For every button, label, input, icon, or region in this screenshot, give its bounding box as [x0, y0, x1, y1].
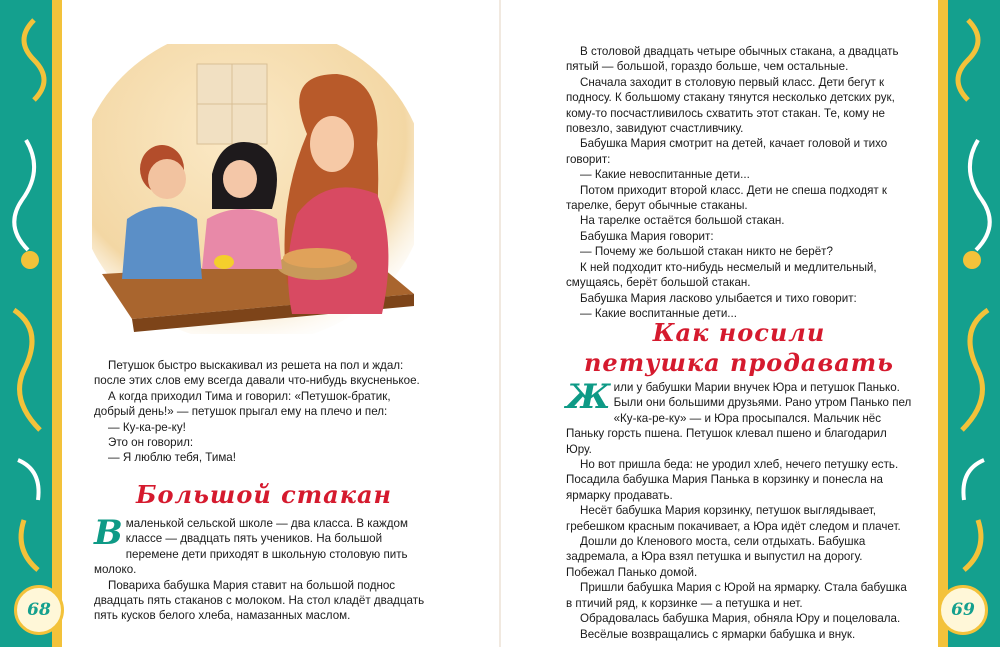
left-page-border — [0, 0, 62, 647]
paragraph: Жили у бабушки Марии внучек Юра и петушок Панько. Были они большими друзьями. Рано утром Панько пел «Ку-ка-ре-ку» — и Юра просыпался. Мальчик нёс Паньку горсть пшена. Петушок клевал пшено и благодарил Юру. — [566, 377, 912, 456]
right-page-border — [938, 0, 1000, 647]
left-text-top — [94, 358, 434, 466]
paragraph: А когда приходил Тима и говорил: «Петушок-братик, добрый день!» — петушок прыгал ему на плечо и пел: — [94, 389, 391, 419]
paragraph: Бабушка Мария смотрит на детей, качает головой и тихо говорит: — [566, 137, 888, 166]
paragraph: Несёт бабушка Мария корзинку, петушок выглядывает, гребешком красным покачивает, а Юра идёт следом и плачет. — [566, 504, 901, 533]
chapter-heading-line: Как носили — [652, 318, 826, 347]
right-text-bottom — [566, 377, 912, 642]
paragraph: Сначала заходит в столовую первый класс. Дети бегут к подносу. К большому стакану тянутся несколько детских рук, кому-то посчастливилось схватить этот стакан. Те, кому не повезло, завидуют счастливчику. — [566, 75, 895, 136]
paragraph: — Почему же большой стакан никто не берёт? — [580, 245, 833, 259]
left-text-bottom — [94, 513, 434, 624]
chapter-heading-line: петушка продавать — [583, 348, 895, 377]
book-spine — [499, 0, 501, 647]
drop-cap: В — [94, 513, 123, 553]
paragraph: — Я люблю тебя, Тима! — [108, 451, 236, 465]
paragraph: Но вот пришла беда: не уродил хлеб, нечего петушку есть. Посадила бабушка Мария Панька в корзинку и понесла на ярмарку продавать. — [566, 458, 899, 502]
paragraph: — Какие невоспитанные дети... — [580, 168, 750, 182]
paragraph: Бабушка Мария ласково улыбается и тихо говорит: — [580, 291, 857, 305]
illustration-kitchen-scene — [92, 44, 414, 334]
chapter-heading: Большой стакан — [136, 480, 392, 509]
page-number-right: 69 — [938, 585, 988, 635]
paragraph: В маленькой сельской школе — два класса. В каждом классе — двадцать пять учеников. На большой перемене дети приходят в школьную столовую пить молоко. — [94, 513, 408, 577]
paragraph: Весёлые возвращались с ярмарки бабушка и внук. — [580, 627, 856, 641]
paragraph: Дошли до Кленового моста, сели отдыхать. Бабушка задремала, а Юра взял петушка и выпустил на дорогу. Побежал Панько домой. — [566, 535, 866, 579]
paragraph: Повариха бабушка Мария ставит на большой поднос двадцать пять стаканов с молоком. На стол кладёт двадцать пять кусков белого хлеба, намазанных маслом. — [94, 578, 425, 623]
chapter-heading — [566, 318, 912, 378]
paragraph: На тарелке остаётся большой стакан. — [580, 214, 785, 228]
paragraph: — Ку-ка-ре-ку! — [108, 420, 186, 434]
paragraph: Обрадовалась бабушка Мария, обняла Юру и поцеловала. — [580, 612, 901, 626]
paragraph: К ней подходит кто-нибудь несмелый и медлительный, смущаясь, берёт большой стакан. — [566, 260, 877, 290]
ornament-swirl-icon — [4, 0, 54, 647]
right-text-top — [566, 44, 912, 321]
paragraph: Потом приходит второй класс. Дети не спеша подходят к тарелке, берут обычные стаканы. — [566, 183, 887, 213]
ornament-swirl-icon — [948, 0, 998, 647]
drop-cap: Ж — [566, 377, 611, 417]
page-number-left: 68 — [14, 585, 64, 635]
paragraph: — Какие воспитанные дети... — [580, 306, 737, 320]
paragraph: Петушок быстро выскакивал из решета на пол и ждал: после этих слов ему всегда давали что-нибудь вкусненькое. — [94, 359, 420, 388]
paragraph: В столовой двадцать четыре обычных стакана, а двадцать пятый — большой, гораздо больше, чем остальные. — [566, 45, 899, 74]
paragraph: Бабушка Мария говорит: — [580, 229, 714, 243]
paragraph: Пришли бабушка Мария с Юрой на ярмарку. Стала бабушка в птичий ряд, к корзинке — а петушка и нет. — [566, 581, 907, 610]
paragraph: Это он говорил: — [108, 436, 194, 450]
